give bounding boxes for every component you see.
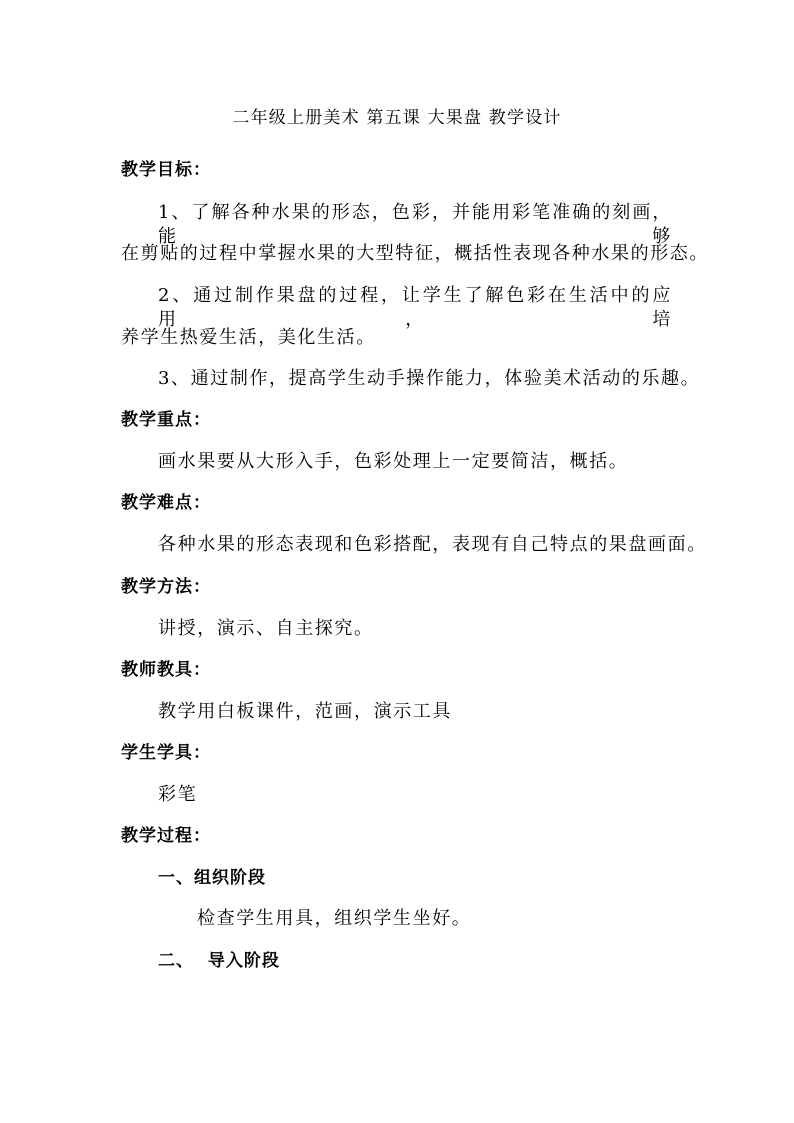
stage-2-title: 二、 导入阶段 xyxy=(158,951,280,971)
stage-1-title: 一、组织阶段 xyxy=(158,868,266,888)
objective-1-line-1: 1、了解各种水果的形态，色彩，并能用彩笔准确的刻画，能够 xyxy=(158,202,672,247)
teacher-tools-heading: 教师教具： xyxy=(121,660,211,680)
key-points-heading: 教学重点： xyxy=(121,410,211,430)
difficulties-text: 各种水果的形态表现和色彩搭配，表现有自己特点的果盘画面。 xyxy=(158,534,707,555)
objective-2-line-1: 2、通过制作果盘的过程，让学生了解色彩在生活中的应用，培 xyxy=(158,285,672,330)
objective-2-line-2: 养学生热爱生活，美化生活。 xyxy=(121,327,376,348)
objective-3-line-1: 3、通过制作，提高学生动手操作能力，体验美术活动的乐趣。 xyxy=(158,368,701,389)
difficulties-heading: 教学难点： xyxy=(121,493,211,513)
teacher-tools-text: 教学用白板课件，范画，演示工具 xyxy=(158,701,452,722)
methods-heading: 教学方法： xyxy=(121,577,211,597)
student-tools-heading: 学生学具： xyxy=(121,743,211,763)
objective-1-line-2: 在剪贴的过程中掌握水果的大型特征，概括性表现各种水果的形态。 xyxy=(121,243,709,264)
student-tools-text: 彩笔 xyxy=(158,784,198,805)
methods-text: 讲授，演示、自主探究。 xyxy=(158,618,374,639)
key-points-text: 画水果要从大形入手，色彩处理上一定要简洁，概括。 xyxy=(158,451,629,472)
document-title: 二年级上册美术 第五课 大果盘 教学设计 xyxy=(232,108,562,128)
objectives-heading: 教学目标： xyxy=(121,160,211,180)
process-heading: 教学过程： xyxy=(121,826,211,846)
stage-1-text: 检查学生用具，组织学生坐好。 xyxy=(197,908,472,929)
